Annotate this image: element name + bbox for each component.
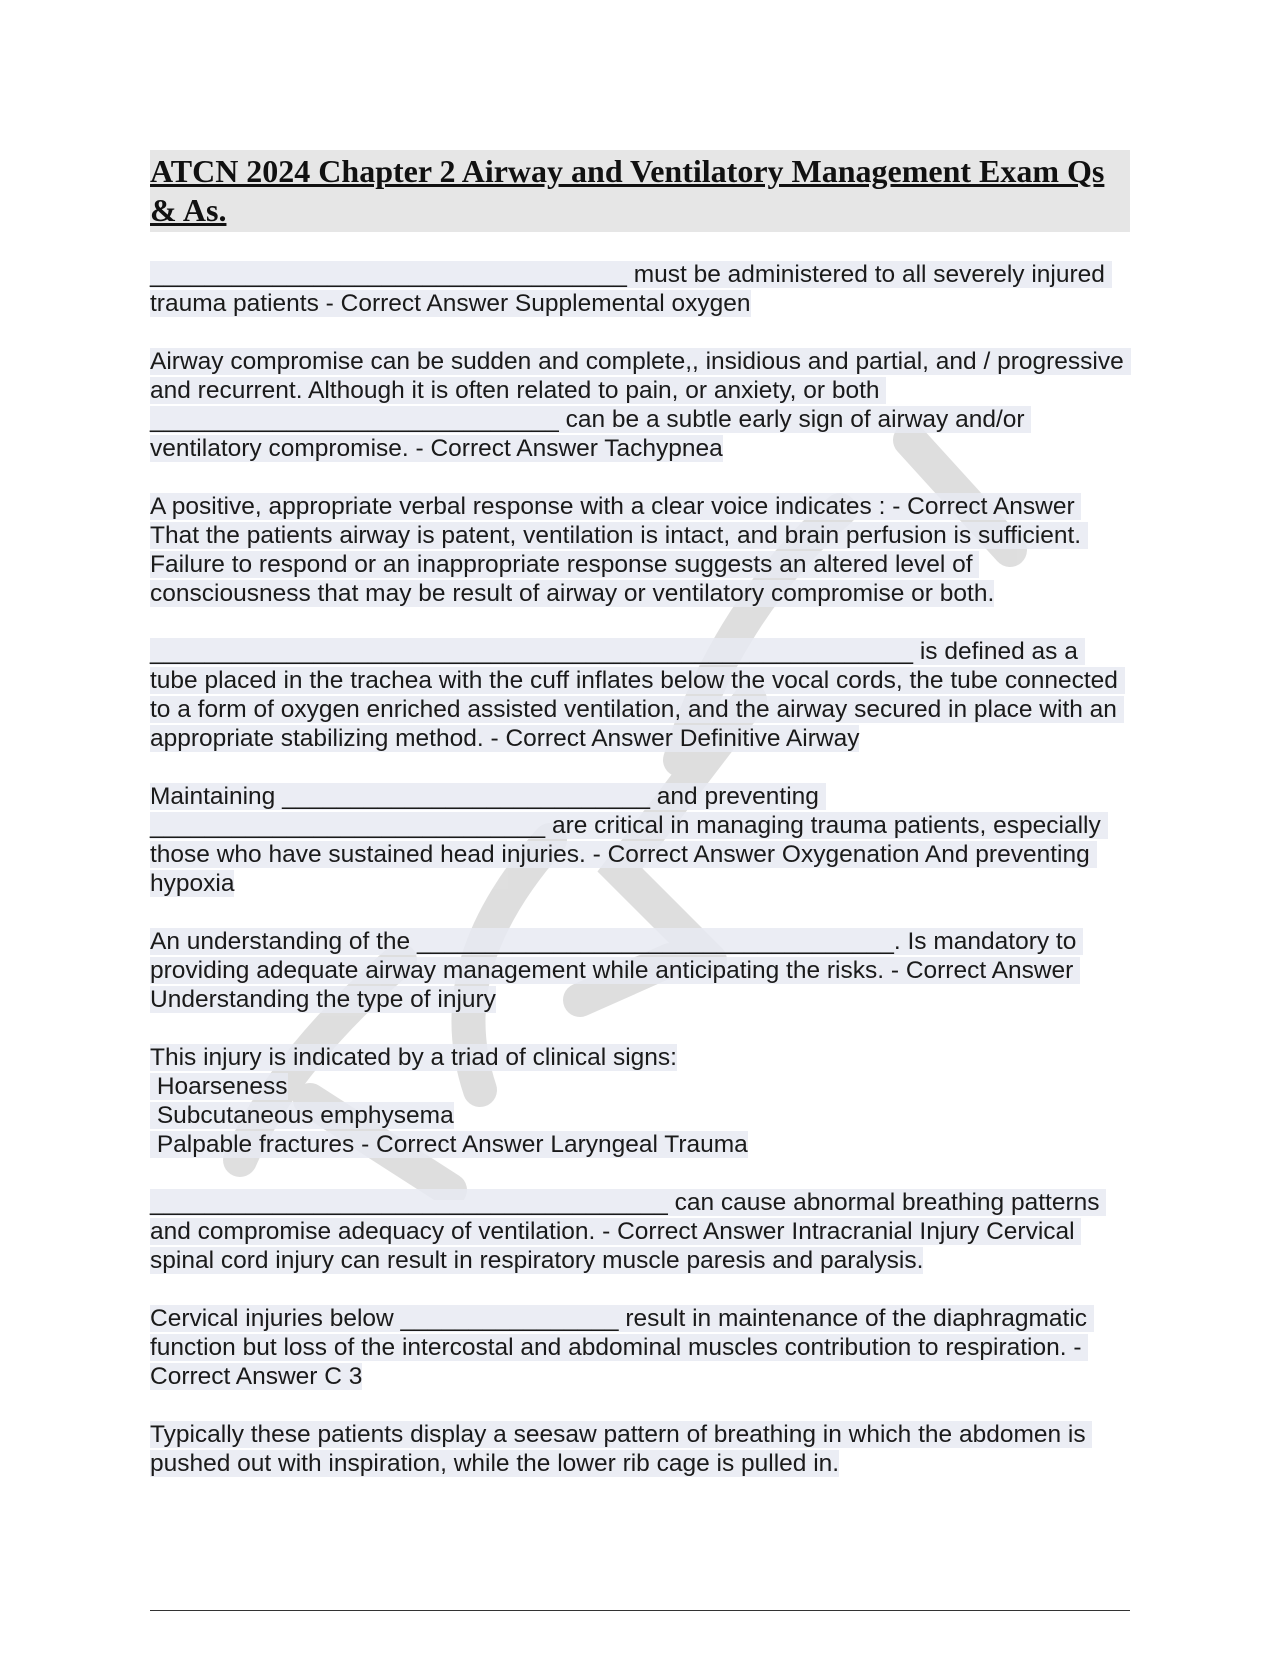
document-body — [150, 150, 1130, 1507]
qa-item — [150, 782, 1130, 898]
qa-item — [150, 260, 1130, 318]
qa-item — [150, 347, 1130, 463]
qa-item — [150, 492, 1130, 608]
qa-item — [150, 1188, 1130, 1275]
qa-item — [150, 1420, 1130, 1478]
qa-item — [150, 1043, 1130, 1159]
qa-text: Cervical injuries below ________________ result in maintenance of the diaphragmatic function but loss of the intercostal and abdominal muscles contribution to respiration. - Correct Answer C 3 — [150, 1305, 1094, 1390]
qa-text: Airway compromise can be sudden and complete,, insidious and partial, and / progressive and recurrent. Although it is often related to pain, or anxiety, or both ______________________________ can be a subtle early sign of airway and/or ventilatory compromise. - Correct Answer Tachypnea — [150, 348, 1131, 462]
document-title: ATCN 2024 Chapter 2 Airway and Ventilatory Management Exam Qs & As. — [150, 150, 1130, 232]
qa-item — [150, 1304, 1130, 1391]
qa-text: ________________________________________________________ is defined as a tube placed in the trachea with the cuff inflates below the vocal cords, the tube connected to a form of oxygen enriched assisted ventilation, and the airway secured in place with an appropriate stabilizing method. - Correct Answer Definitive Airway — [150, 638, 1125, 752]
qa-text: ___________________________________ must be administered to all severely injured trauma patients - Correct Answer Supplemental oxygen — [150, 261, 1112, 317]
footer-rule — [150, 1610, 1130, 1611]
qa-item — [150, 927, 1130, 1014]
qa-text: Maintaining ___________________________ and preventing _____________________________ are critical in managing trauma patients, especially those who have sustained head injuries. - Correct Answer Oxygenation And preventing hypoxia — [150, 783, 1108, 897]
qa-item — [150, 637, 1130, 753]
qa-text: This injury is indicated by a triad of clinical signs: Hoarseness Subcutaneous emphysema Palpable fractures - Correct Answer Laryngeal Trauma — [150, 1044, 748, 1158]
qa-text: Typically these patients display a seesaw pattern of breathing in which the abdomen is pushed out with inspiration, while the lower rib cage is pulled in. — [150, 1421, 1093, 1477]
qa-text: An understanding of the ___________________________________. Is mandatory to providing adequate airway management while anticipating the risks. - Correct Answer Understanding the type of injury — [150, 928, 1084, 1013]
qa-text: A positive, appropriate verbal response with a clear voice indicates : - Correct Answer That the patients airway is patent, ventilation is intact, and brain perfusion is sufficient. Failure to respond or an inappropriate response suggests an altered level of consciousness that may be result of airway or ventilatory compromise or both. — [150, 493, 1088, 607]
qa-text: ______________________________________ can cause abnormal breathing patterns and compromise adequacy of ventilation. - Correct Answer Intracranial Injury Cervical spinal cord injury can result in respiratory muscle paresis and paralysis. — [150, 1189, 1107, 1274]
